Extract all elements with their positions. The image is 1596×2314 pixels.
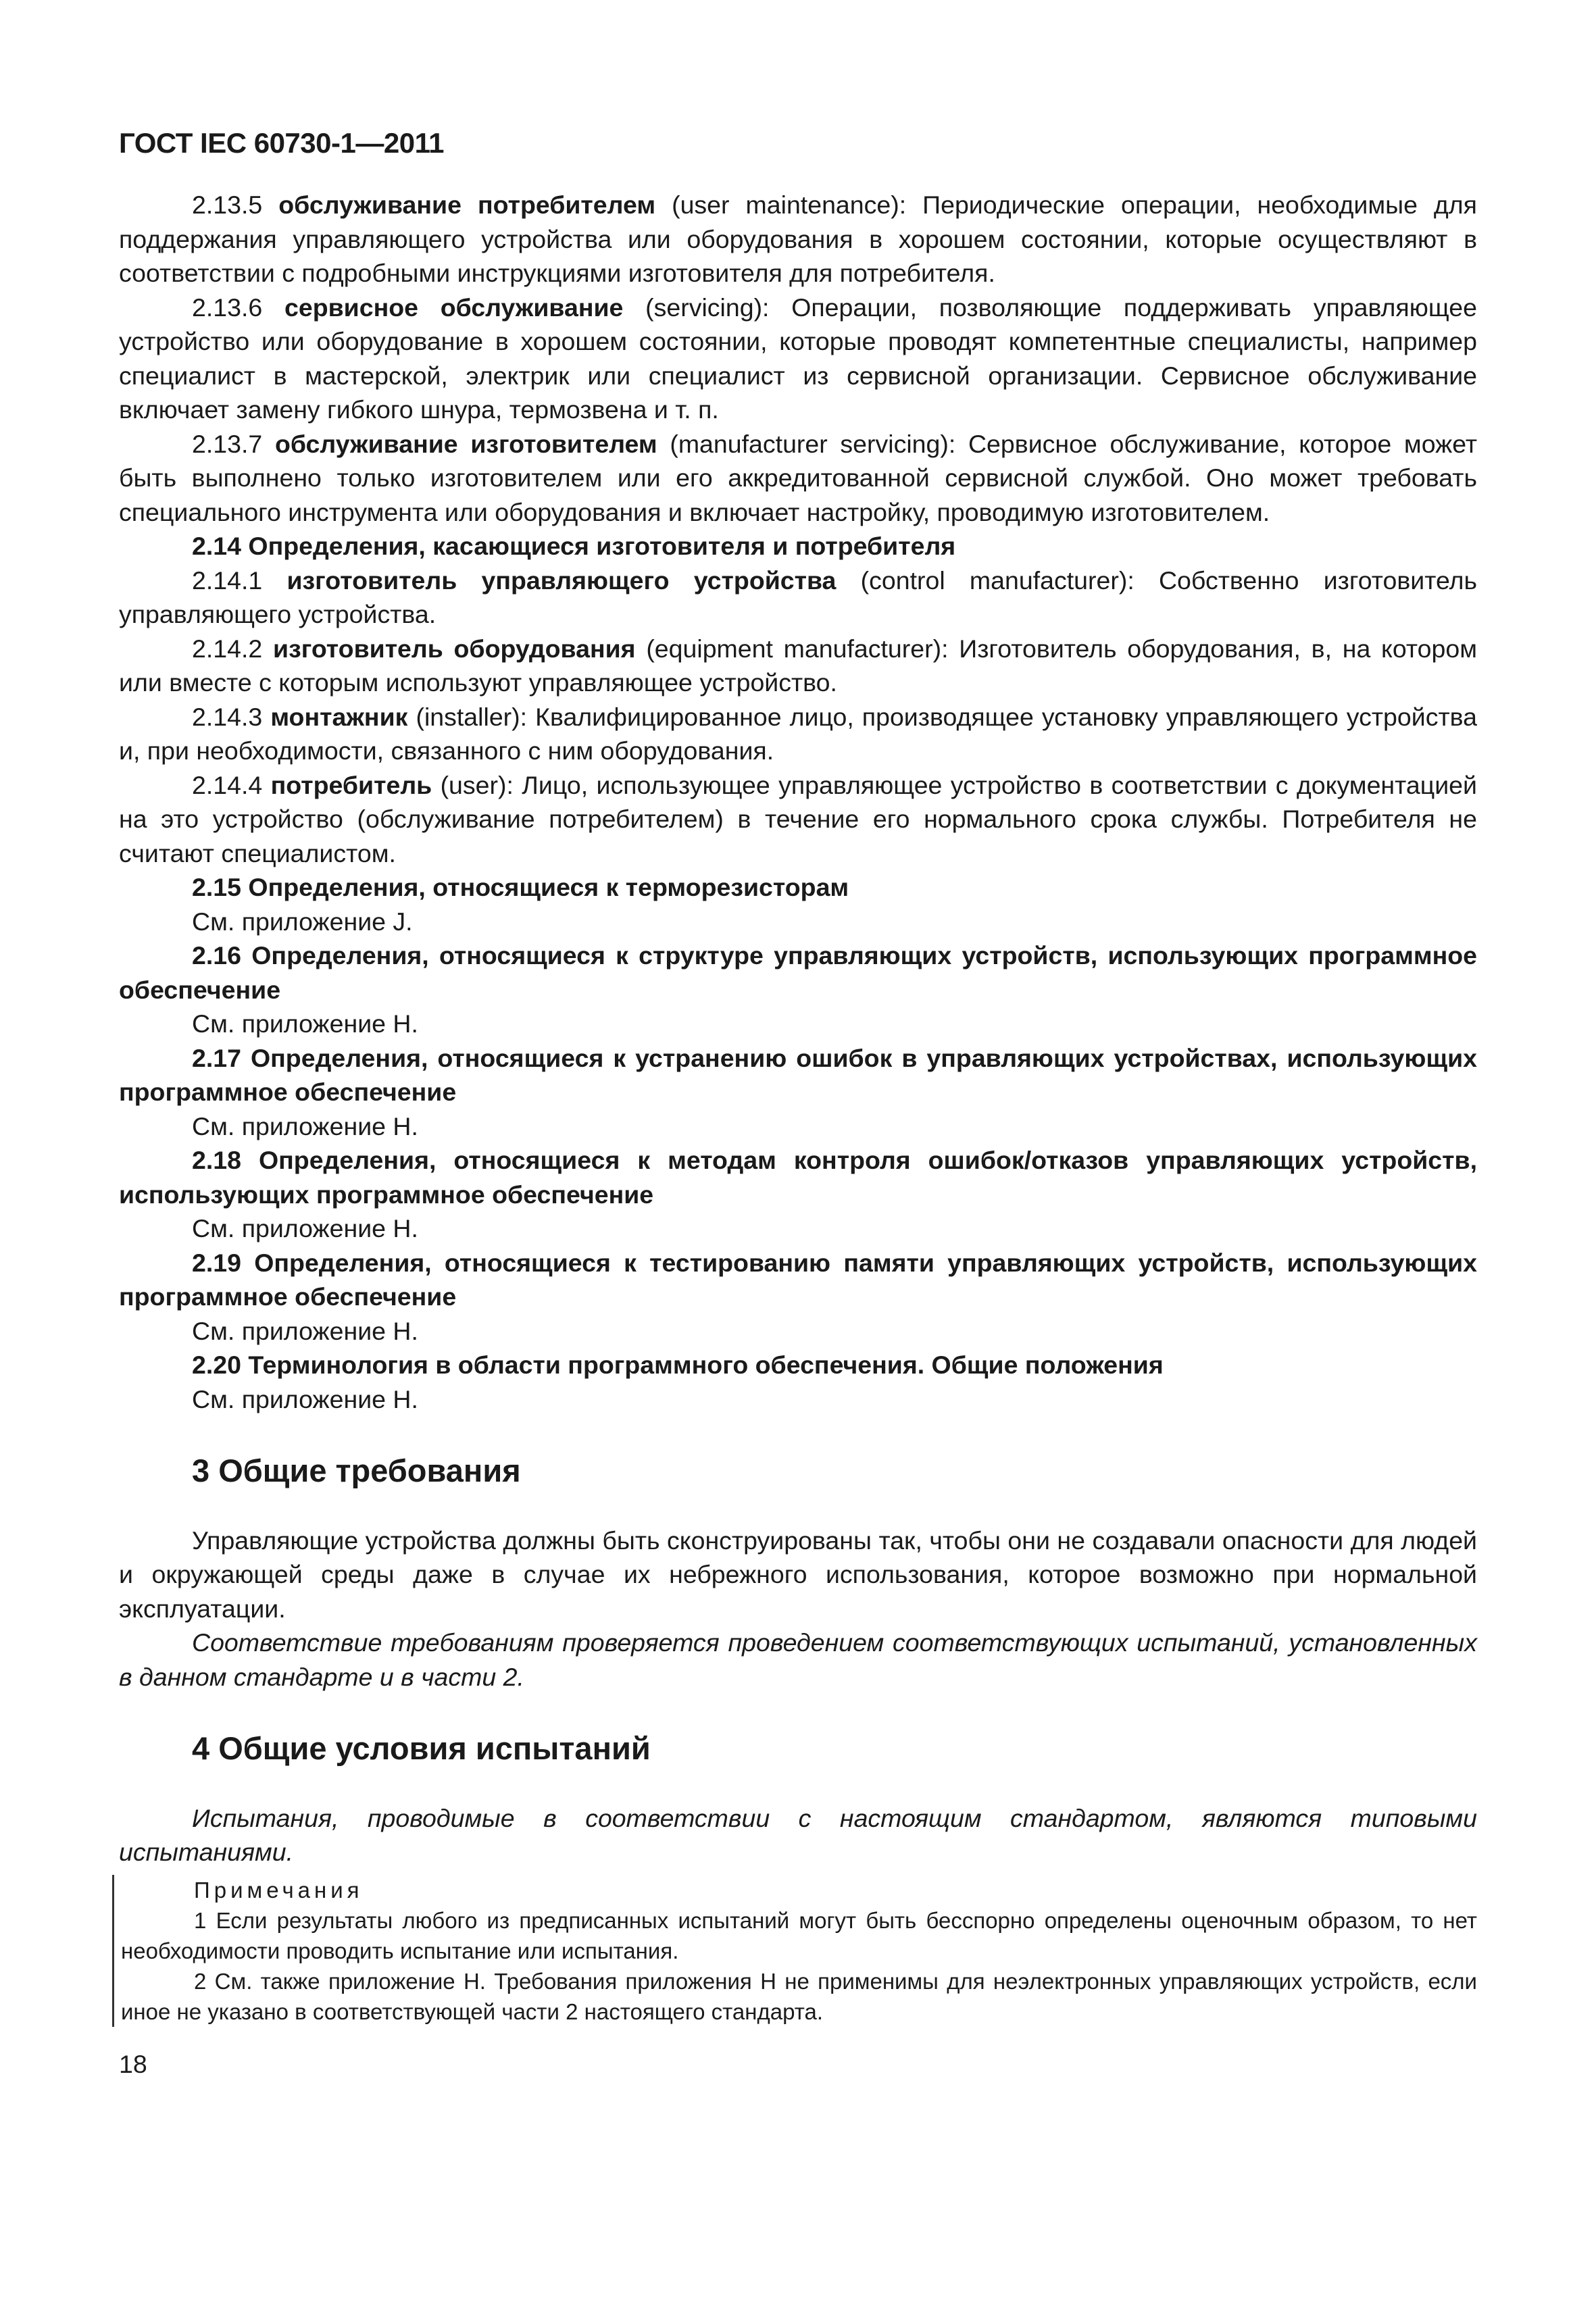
reference-2-15: См. приложение J. <box>192 907 413 936</box>
term: сервисное обслуживание <box>284 293 624 322</box>
term: монтажник <box>270 702 408 731</box>
reference-2-16: См. приложение Н. <box>192 1009 418 1038</box>
heading-2-14: 2.14 Определения, касающиеся изготовителя и потребителя <box>192 532 956 560</box>
standard-header: ГОСТ IEC 60730-1—2011 <box>119 127 444 159</box>
note-2: 2 См. также приложение Н. Требования приложения Н не применимы для неэлектронных управляющих устройств, если иное не указано в соответствующей части 2 настоящего стандарта. <box>121 1968 1477 2024</box>
clause-2-13-7: 2.13.7 обслуживание изготовителем (manufacturer servicing): Сервисное обслуживание, которое может быть выполнено только изготовителем или его аккредитованной сервисной службой. Оно может требовать специального инструмента или оборудования и включает настройку, проводимую изготовителем. <box>119 429 1477 526</box>
reference-2-17: См. приложение Н. <box>192 1111 418 1140</box>
reference-2-20: См. приложение Н. <box>192 1384 418 1413</box>
heading-2-15: 2.15 Определения, относящиеся к терморезисторам <box>192 873 849 901</box>
heading-2-18: 2.18 Определения, относящиеся к методам контроля ошибок/отказов управляющих устройств, использующих программное обеспечение <box>119 1146 1477 1209</box>
reference-2-19: См. приложение Н. <box>192 1316 418 1345</box>
heading-2-20: 2.20 Терминология в области программного обеспечения. Общие положения <box>192 1351 1164 1379</box>
notes-title: Примечания <box>194 1877 364 1903</box>
clause-2-14-3: 2.14.3 монтажник (installer): Квалифицированное лицо, производящее установку управляющего устройства и, при необходимости, связанного с ним оборудования. <box>119 702 1478 765</box>
heading-2-16: 2.16 Определения, относящиеся к структуре управляющих устройств, использующих программное обеспечение <box>119 941 1477 1004</box>
term: обслуживание потребителем <box>278 191 656 219</box>
clause-2-14-4: 2.14.4 потребитель (user): Лицо, использующее управляющее устройство в соответствии с документацией на это устройство (обслуживание потребителем) в течение его нормального срока службы. Потребителя не считают специалистом. <box>119 770 1477 867</box>
term: потребитель <box>270 770 432 799</box>
notes-block <box>112 1875 1477 2027</box>
note-1: 1 Если результаты любого из предписанных испытаний могут быть бесспорно определены оценочным образом, то нет необходимости проводить испытание или испытания. <box>121 1907 1477 1963</box>
document-page <box>119 115 1477 2081</box>
clause-2-13-5: 2.13.5 обслуживание потребителем (user maintenance): Периодические операции, необходимые для поддержания управляющего устройства или оборудования в хорошем состоянии, которые осуществляют в соответствии с подробными инструкциями изготовителя для потребителя. <box>119 191 1477 287</box>
reference-2-18: См. приложение Н. <box>192 1214 418 1242</box>
term: изготовитель управляющего устройства <box>286 565 837 595</box>
document-body <box>119 188 1477 2081</box>
term: изготовитель оборудования <box>273 634 636 663</box>
section-4-title: 4 Общие условия испытаний <box>192 1730 651 1766</box>
clause-2-14-2: 2.14.2 изготовитель оборудования (equipment manufacturer): Изготовитель оборудования, в, на котором или вместе с которым используют управляющее устройство. <box>119 634 1478 697</box>
section-3-paragraph: Управляющие устройства должны быть сконструированы так, чтобы они не создавали опасности для людей и окружающей среды даже в случае их небрежного использования, которое возможно при нормальной эксплуатации. <box>119 1526 1477 1623</box>
clause-2-13-6: 2.13.6 сервисное обслуживание (servicing): Операции, позволяющие поддерживать управляющее устройство или оборудование в хорошем состоянии, которые проводят компетентные специалисты, например специалист в мастерской, электрик или специалист из сервисной организации. Сервисное обслуживание включает замену гибкого шнура, термозвена и т. п. <box>119 293 1477 424</box>
section-3-title: 3 Общие требования <box>192 1453 521 1488</box>
heading-2-19: 2.19 Определения, относящиеся к тестированию памяти управляющих устройств, использующих программное обеспечение <box>119 1248 1477 1311</box>
section-3-compliance: Соответствие требованиям проверяется проведением соответствующих испытаний, установленных в данном стандарте и в части 2. <box>119 1628 1477 1691</box>
heading-2-17: 2.17 Определения, относящиеся к устранению ошибок в управляющих устройствах, использующих программное обеспечение <box>119 1043 1477 1106</box>
term: обслуживание изготовителем <box>274 429 657 458</box>
clause-2-14-1: 2.14.1 изготовитель управляющего устройства (control manufacturer): Собственно изготовитель управляющего устройства. <box>119 565 1478 628</box>
page-number: 18 <box>119 2049 147 2078</box>
section-4-paragraph: Испытания, проводимые в соответствии с настоящим стандартом, являются типовыми испытаниями. <box>119 1803 1477 1866</box>
